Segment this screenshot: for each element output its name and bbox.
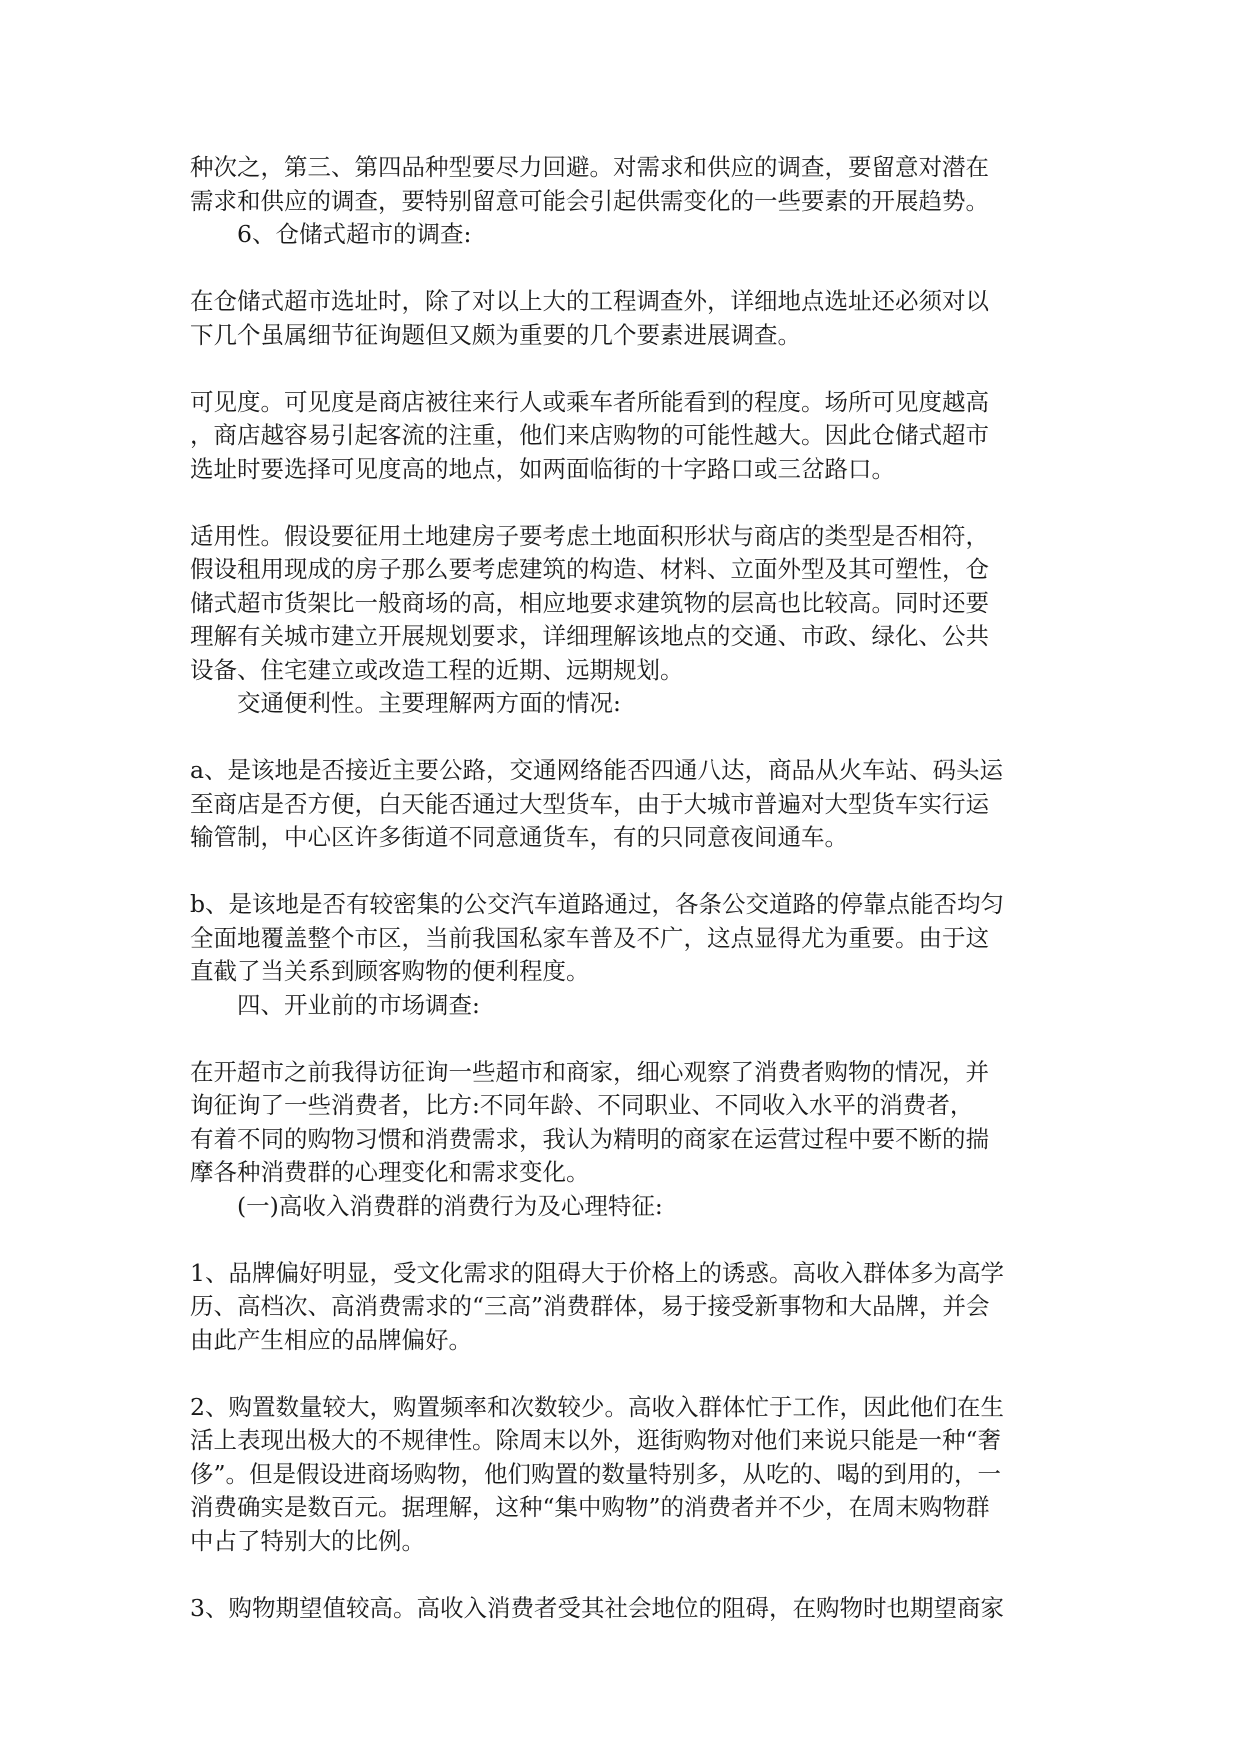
paragraph xyxy=(190,285,1050,352)
text-line: 消费确实是数百元。据理解，这种“集中购物”的消费者并不少，在周末购物群 xyxy=(190,1493,990,1521)
paragraph xyxy=(190,1592,1050,1626)
text-line: 假设租用现成的房子那么要考虑建筑的构造、材料、立面外型及其可塑性，仓 xyxy=(190,555,989,583)
paragraph xyxy=(190,754,1050,855)
paragraph-gap xyxy=(190,1558,1050,1592)
text-line: 四、开业前的市场调查: xyxy=(237,990,480,1019)
text-line: 至商店是否方便，白天能否通过大型货车，由于大城市普遍对大型货车实行运 xyxy=(190,789,989,818)
paragraph xyxy=(190,151,1050,218)
text-line: 设备、住宅建立或改造工程的近期、远期规划。 xyxy=(190,655,684,684)
text-line: 活上表现出极大的不规律性。除周末以外，逛街购物对他们来说只能是一种“奢 xyxy=(190,1426,1002,1454)
document-body xyxy=(190,151,1050,1625)
text-line: 有着不同的购物习惯和消费需求，我认为精明的商家在运营过程中要不断的揣 xyxy=(190,1124,989,1153)
text-line: 理解有关城市建立开展规划要求，详细理解该地点的交通、市政、绿化、公共 xyxy=(190,622,989,650)
text-line: 种次之，第三、第四品种型要尽力回避。对需求和供应的调查，要留意对潜在 xyxy=(190,153,989,181)
text-line: 在开超市之前我得访征询一些超市和商家，细心观察了消费者购物的情况，并 xyxy=(190,1057,989,1086)
text-line: 在仓储式超市选址时，除了对以上大的工程调查外，详细地点选址还必须对以 xyxy=(190,287,989,315)
section-heading xyxy=(190,687,1050,721)
paragraph-gap xyxy=(190,1223,1050,1257)
paragraph-gap xyxy=(190,1357,1050,1391)
paragraph xyxy=(190,1056,1050,1190)
text-line: 历、高档次、高消费需求的“三高”消费群体，易于接受新事物和大品牌，并会 xyxy=(190,1292,990,1320)
text-line: 选址时要选择可见度高的地点，如两面临街的十字路口或三岔路口。 xyxy=(190,454,895,483)
text-line: 直截了当关系到顾客购物的便利程度。 xyxy=(190,957,590,985)
text-line: 适用性。假设要征用土地建房子要考虑土地面积形状与商店的类型是否相符， xyxy=(190,521,989,550)
paragraph xyxy=(190,888,1050,989)
text-line: 需求和供应的调查，要特别留意可能会引起供需变化的一些要素的开展趋势。 xyxy=(190,186,989,215)
text-line: 3、购物期望值较高。高收入消费者受其社会地位的阻碍，在购物时也期望商家 xyxy=(190,1593,1004,1622)
text-line: b、是该地是否有较密集的公交汽车道路通过，各条公交道路的停靠点能否均匀 xyxy=(190,890,1005,918)
text-line: 1、品牌偏好明显，受文化需求的阻碍大于价格上的诱惑。高收入群体多为高学 xyxy=(190,1258,1004,1287)
text-line: 侈”。但是假设进商场购物，他们购置的数量特别多，从吃的、喝的到用的，一 xyxy=(190,1459,1002,1488)
text-line: (一)高收入消费群的消费行为及心理特征: xyxy=(237,1191,663,1220)
section-heading xyxy=(190,1190,1050,1224)
paragraph-gap xyxy=(190,1022,1050,1056)
paragraph-gap xyxy=(190,252,1050,286)
text-line: 2、购置数量较大，购置频率和次数较少。高收入群体忙于工作，因此他们在生 xyxy=(190,1392,1004,1421)
paragraph xyxy=(190,520,1050,688)
paragraph-gap xyxy=(190,721,1050,755)
paragraph-gap xyxy=(190,855,1050,889)
text-line: ，商店越容易引起客流的注重，他们来店购物的可能性越大。因此仓储式超市 xyxy=(190,421,989,449)
text-line: 输管制，中心区许多街道不同意通货车，有的只同意夜间通车。 xyxy=(190,823,848,851)
text-line: 全面地覆盖整个市区，当前我国私家车普及不广，这点显得尤为重要。由于这 xyxy=(190,923,989,952)
paragraph-gap xyxy=(190,352,1050,386)
text-line: 6、仓储式超市的调查: xyxy=(237,220,472,248)
text-line: 询征询了一些消费者，比方:不同年龄、不同职业、不同收入水平的消费者， xyxy=(190,1091,974,1119)
paragraph xyxy=(190,386,1050,487)
paragraph xyxy=(190,1391,1050,1559)
section-heading xyxy=(190,218,1050,252)
text-line: 储式超市货架比一般商场的高，相应地要求建筑物的层高也比较高。同时还要 xyxy=(190,588,989,617)
text-line: 中占了特别大的比例。 xyxy=(190,1526,425,1555)
text-line: a、是该地是否接近主要公路，交通网络能否四通八达，商品从火车站、码头运 xyxy=(190,756,1004,784)
paragraph xyxy=(190,1257,1050,1358)
section-heading xyxy=(190,989,1050,1023)
text-line: 下几个虽属细节征询题但又颇为重要的几个要素进展调查。 xyxy=(190,320,801,349)
text-line: 交通便利性。主要理解两方面的情况: xyxy=(237,689,621,717)
text-line: 可见度。可见度是商店被往来行人或乘车者所能看到的程度。场所可见度越高 xyxy=(190,387,989,416)
text-line: 由此产生相应的品牌偏好。 xyxy=(190,1325,472,1354)
paragraph-gap xyxy=(190,486,1050,520)
text-line: 摩各种消费群的心理变化和需求变化。 xyxy=(190,1158,590,1186)
